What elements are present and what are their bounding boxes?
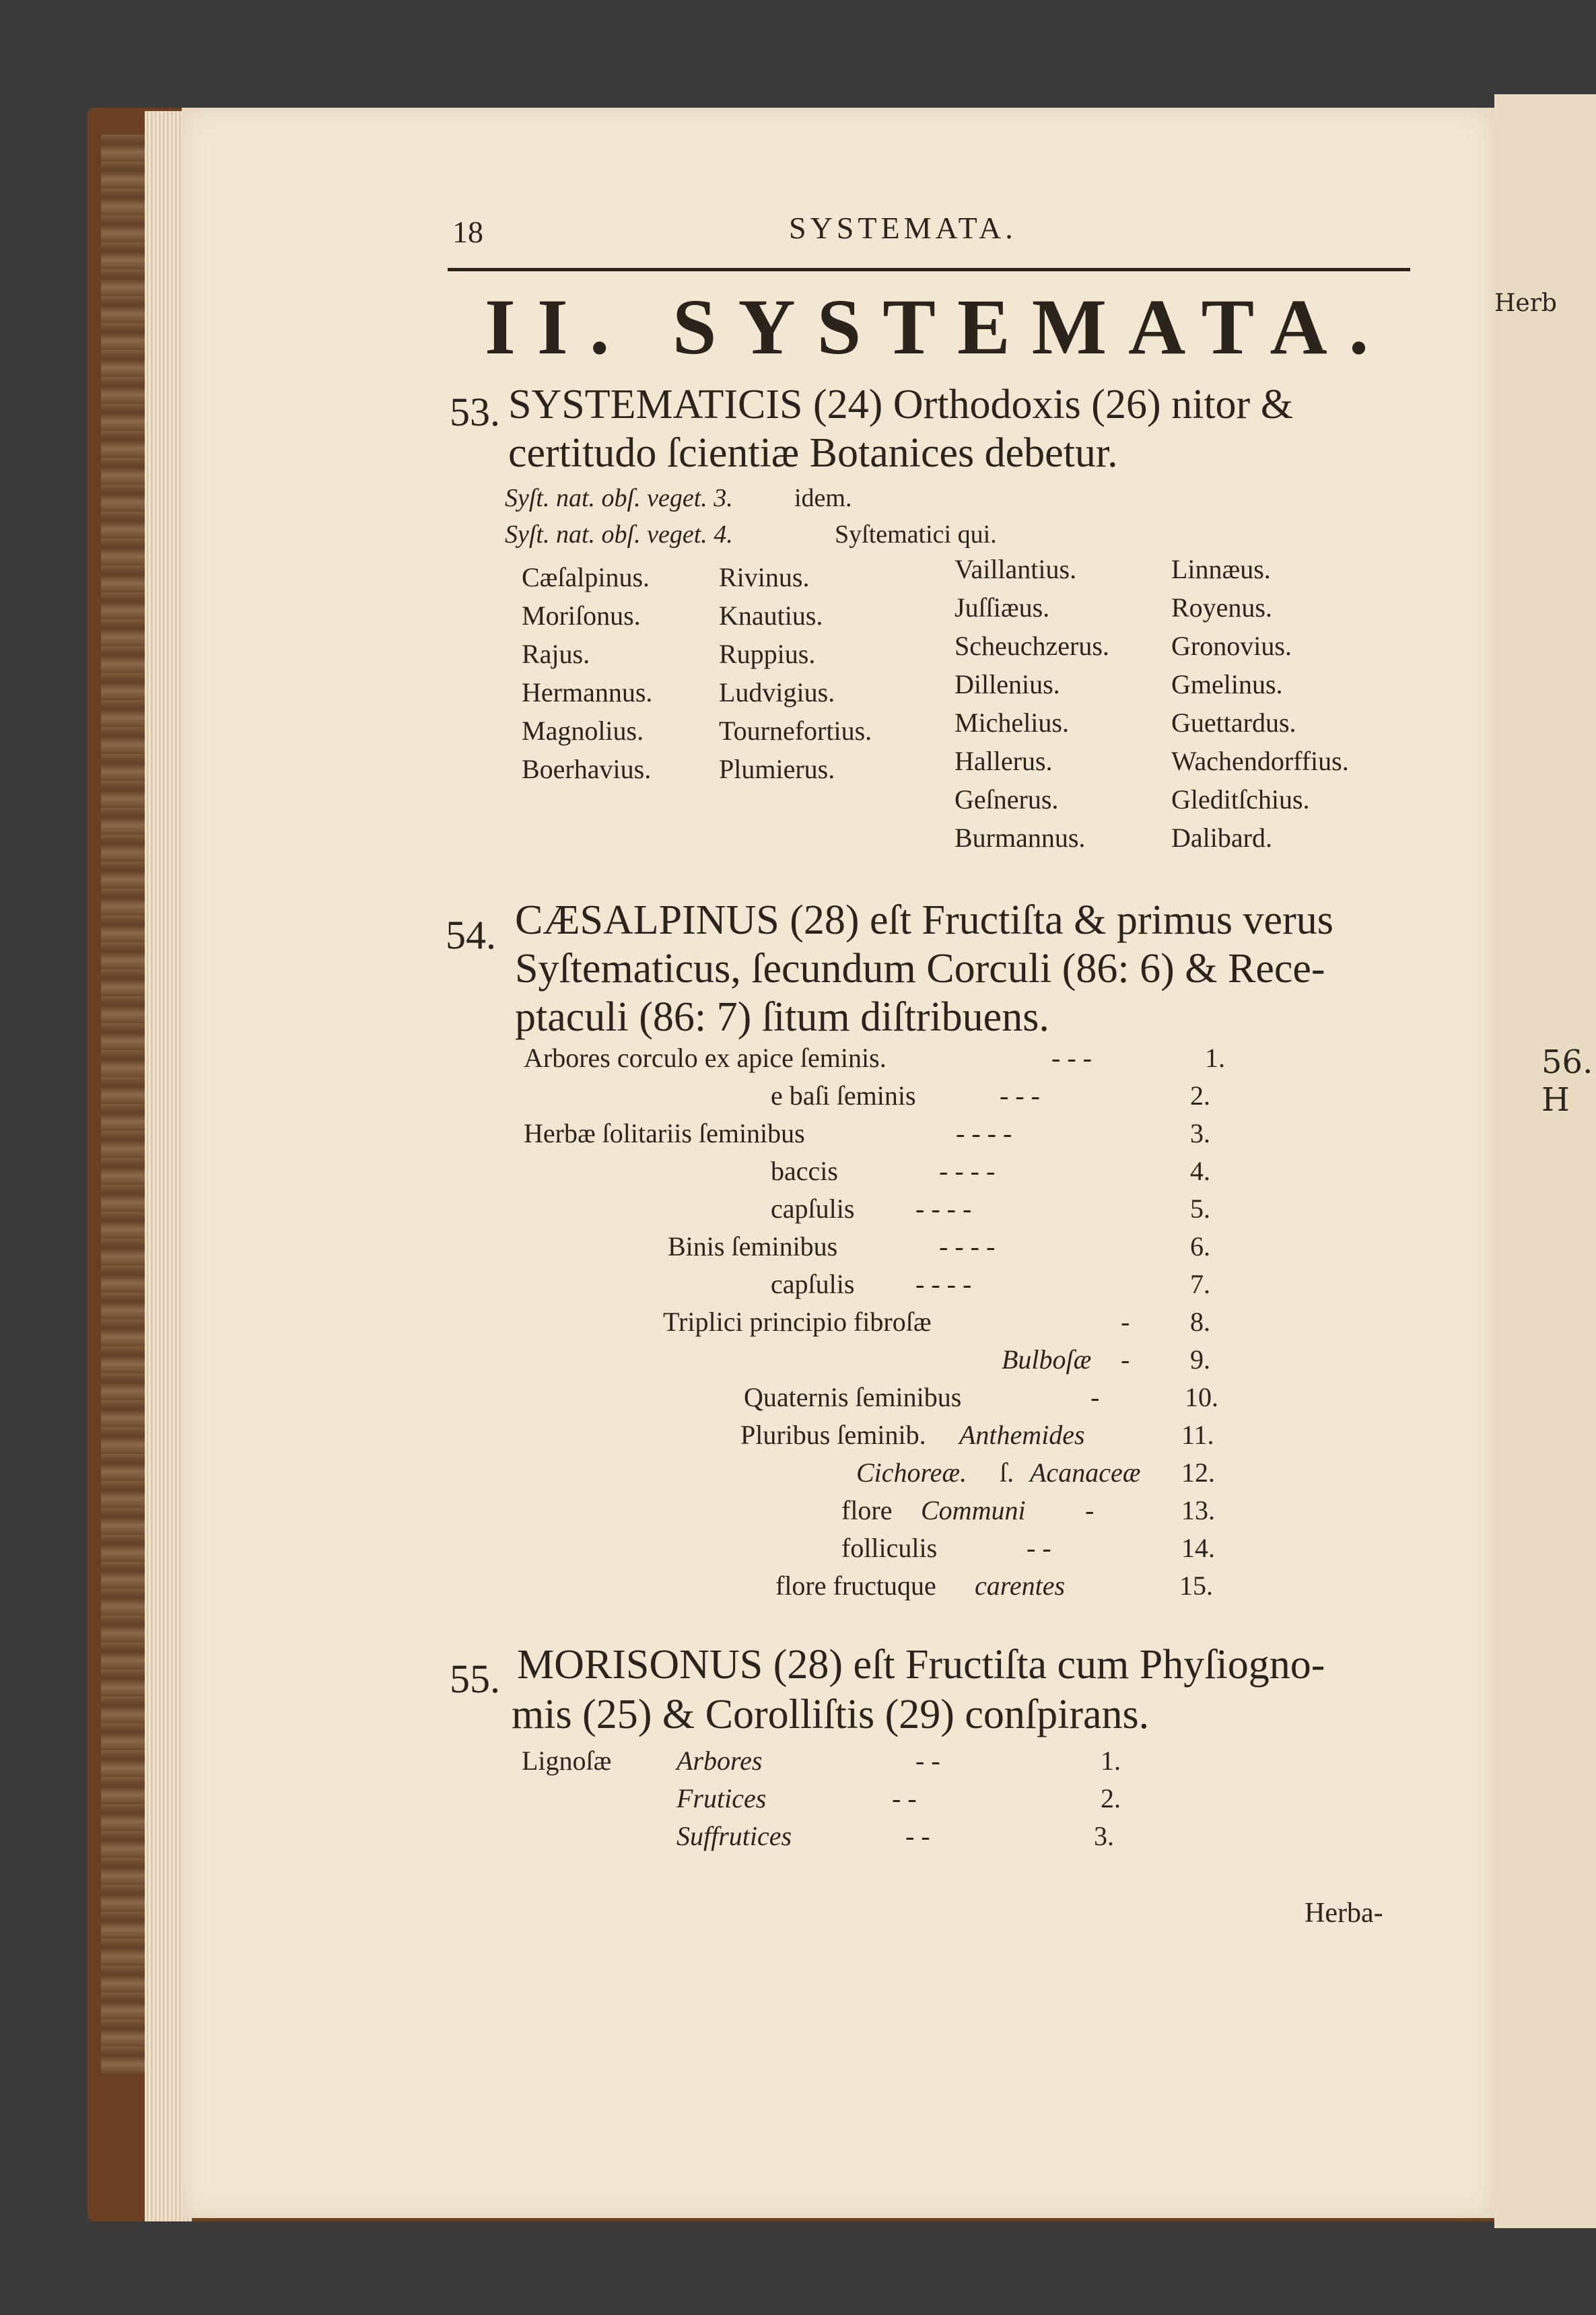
s54-row-5-text: capſulis (771, 1194, 855, 1224)
s54-row-5-number: 5. (1190, 1194, 1210, 1224)
s54-row-11-text: Pluribus ſeminib. (740, 1420, 926, 1450)
list-item: Tournefortius. (719, 716, 872, 746)
s55-row-2-number: 2. (1101, 1783, 1121, 1813)
s54-line-2: Syſtematicus, ſecundum Corculi (86: 6) & Rece- (515, 946, 1325, 992)
list-item: Magnolius. (522, 716, 644, 746)
list-item: Dalibard. (1171, 823, 1272, 853)
s54-row-4-leader: - - - - (939, 1156, 996, 1186)
s54-row-13-number: 13. (1181, 1495, 1215, 1525)
list-item: Burmannus. (955, 823, 1086, 853)
s54-row-2-leader: - - - (1000, 1080, 1040, 1111)
s54-row-4-number: 4. (1190, 1156, 1210, 1186)
s54-row-10-number: 10. (1185, 1382, 1218, 1412)
s55-label-lignosae: Lignoſæ (522, 1746, 612, 1776)
s54-row-2-number: 2. (1190, 1080, 1210, 1111)
s54-row-9-text: Bulboſæ (1002, 1344, 1092, 1375)
facing-page-fragment-top: Herb (1494, 289, 1557, 317)
s53-line-1: SYSTEMATICIS (24) Orthodoxis (26) nitor & (508, 382, 1293, 427)
s54-row-1-text: Arbores corculo ex apice ſeminis. (524, 1043, 887, 1073)
list-item: Guettardus. (1171, 707, 1296, 738)
s54-row-4-text: baccis (771, 1156, 838, 1186)
s55-row-3-number: 3. (1094, 1821, 1114, 1851)
s54-row-3-number: 3. (1190, 1118, 1210, 1148)
running-title: SYSTEMATA. (789, 211, 1017, 245)
systematici-column-3 (955, 553, 1109, 860)
s53-line-2: certitudo ſcientiæ Botanices debetur. (508, 430, 1118, 476)
s54-row-14-leader: - - (1027, 1533, 1051, 1563)
header-rule (448, 268, 1410, 271)
list-item: Dillenius. (955, 669, 1060, 699)
s54-row-9-number: 9. (1190, 1344, 1210, 1375)
s54-row-5-leader: - - - - (915, 1194, 972, 1224)
list-item: Hallerus. (955, 746, 1053, 776)
list-item: Knautius. (719, 600, 823, 631)
s54-row-15-number: 15. (1179, 1570, 1213, 1601)
s54-row-14-text: folliculis (841, 1533, 938, 1563)
list-item: Hermannus. (522, 677, 653, 707)
s55-line-1: MORISONUS (28) eſt Fructiſta cum Phyſiogno- (517, 1642, 1325, 1688)
s54-row-8-number: 8. (1190, 1307, 1210, 1337)
list-item: Geſnerus. (955, 784, 1059, 815)
list-item: Gronovius. (1171, 631, 1292, 661)
facing-page (1494, 94, 1596, 2228)
s54-row-6-number: 6. (1190, 1231, 1210, 1262)
s54-row-12-italic-2: Acanaceæ (1030, 1457, 1141, 1488)
list-item: Ruppius. (719, 639, 816, 669)
s54-row-9-leader: - (1121, 1344, 1130, 1375)
list-item: Moriſonus. (522, 600, 641, 631)
paragraph-number-54: 54. (446, 913, 496, 957)
s55-row-1-number: 1. (1101, 1746, 1121, 1776)
s54-row-13-text: flore (841, 1495, 893, 1525)
s54-row-12-text: ſ. (1000, 1457, 1014, 1488)
s54-line-3: ptaculi (86: 7) ſitum diſtribuens. (515, 994, 1049, 1040)
s54-row-7-text: capſulis (771, 1269, 855, 1299)
systematici-column-4 (1171, 553, 1349, 860)
s55-row-2-text: Frutices (676, 1783, 767, 1813)
s54-row-2-text: e baſi ſeminis (771, 1080, 916, 1111)
s54-row-11-number: 11. (1181, 1420, 1214, 1450)
list-item: Rivinus. (719, 562, 810, 592)
s54-row-8-leader: - (1121, 1307, 1130, 1337)
list-item: Plumierus. (719, 754, 835, 784)
s54-row-15-text: flore fructuque (775, 1570, 936, 1601)
list-item: Ludvigius. (719, 677, 835, 707)
s55-row-1-text: Arbores (676, 1746, 763, 1776)
s54-row-14-number: 14. (1181, 1533, 1215, 1563)
s55-row-2-leader: - - (892, 1783, 917, 1813)
page-number: 18 (452, 215, 483, 249)
s55-row-3-text: Suffrutices (676, 1821, 792, 1851)
list-item: Scheuchzerus. (955, 631, 1109, 661)
catchword: Herba- (1305, 1898, 1383, 1929)
s54-row-8-text: Triplici principio fibroſæ (663, 1307, 932, 1337)
s54-row-3-leader: - - - - (956, 1118, 1012, 1148)
s54-row-1-leader: - - - (1051, 1043, 1092, 1073)
s54-row-7-number: 7. (1190, 1269, 1210, 1299)
list-item: Linnæus. (1171, 554, 1271, 584)
list-item: Vaillantius. (955, 554, 1077, 584)
paragraph-number-53: 53. (450, 390, 500, 434)
s54-row-11-italic: Anthemides (959, 1420, 1085, 1450)
systematici-column-1 (522, 561, 652, 792)
s54-row-1-number: 1. (1205, 1043, 1225, 1073)
s55-line-2: mis (25) & Corolliſtis (29) conſpirans. (512, 1692, 1150, 1737)
s54-row-12-number: 12. (1181, 1457, 1215, 1488)
s54-row-7-leader: - - - - (915, 1269, 972, 1299)
list-item: Juſſiæus. (955, 592, 1050, 623)
s54-row-13-leader: - (1085, 1495, 1095, 1525)
paragraph-number-55: 55. (450, 1657, 500, 1701)
s53-reference-1-text: idem. (794, 484, 852, 512)
s54-row-10-text: Quaternis ſeminibus (744, 1382, 962, 1412)
list-item: Cæſalpinus. (522, 562, 650, 592)
s54-row-6-text: Binis ſeminibus (668, 1231, 838, 1262)
list-item: Gleditſchius. (1171, 784, 1310, 815)
list-item: Wachendorffius. (1171, 746, 1349, 776)
list-item: Rajus. (522, 639, 590, 669)
list-item: Michelius. (955, 707, 1069, 738)
systematici-column-2 (719, 561, 872, 792)
facing-page-fragment-mid: 56. H (1541, 1043, 1593, 1119)
s54-line-1: CÆSALPINUS (28) eſt Fructiſta & primus verus (515, 897, 1333, 943)
s54-row-12-italic: Cichoreæ. (856, 1457, 967, 1488)
list-item: Boerhavius. (522, 754, 652, 784)
s54-row-15-italic: carentes (975, 1570, 1066, 1601)
s54-row-10-leader: - (1090, 1382, 1100, 1412)
s53-reference-2-cite: Syſt. nat. obſ. veget. 4. (505, 520, 733, 549)
s55-row-3-leader: - - (905, 1821, 930, 1851)
s54-row-3-text: Herbæ ſolitariis ſeminibus (524, 1118, 805, 1148)
section-title: II. SYSTEMATA. (485, 283, 1391, 371)
list-item: Royenus. (1171, 592, 1272, 623)
s54-row-13-italic: Communi (921, 1495, 1026, 1525)
s53-reference-2-text: Syſtematici qui. (835, 520, 997, 549)
s53-reference-1-cite: Syſt. nat. obſ. veget. 3. (505, 484, 733, 512)
s54-row-6-leader: - - - - (939, 1231, 996, 1262)
list-item: Gmelinus. (1171, 669, 1283, 699)
s55-row-1-leader: - - (915, 1746, 940, 1776)
